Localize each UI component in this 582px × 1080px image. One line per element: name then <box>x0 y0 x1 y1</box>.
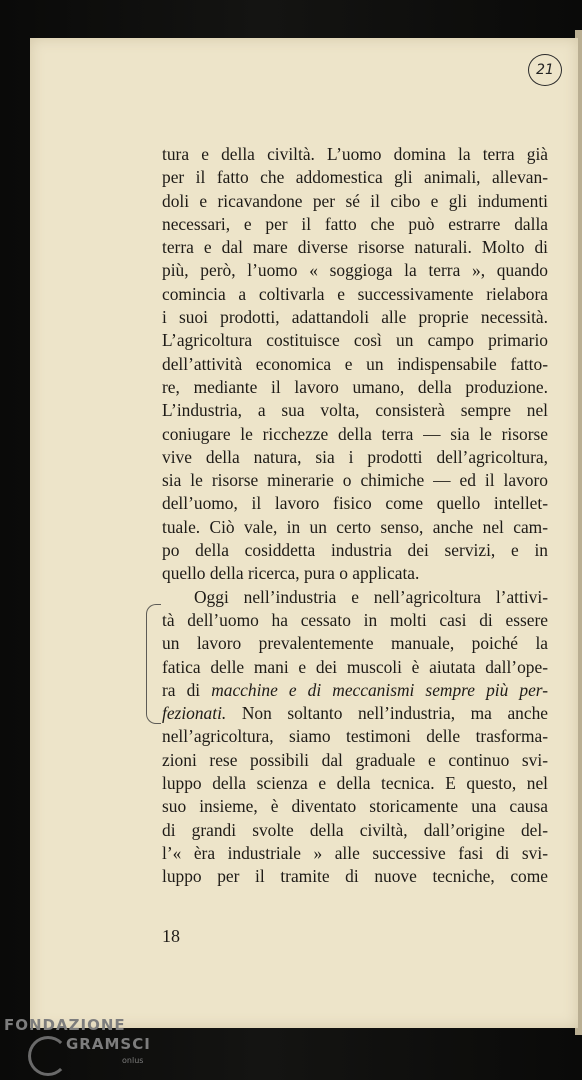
text-line-24-italic: macchine e di meccanismi sempre più per- <box>211 679 549 700</box>
text-line-10: dell’attività economica e un indispensabile fatto- <box>162 353 548 374</box>
text-line-25-italic: fezionati. <box>162 703 227 724</box>
text-line-24-start: ra di <box>162 679 212 700</box>
pencil-margin-bracket <box>146 604 161 724</box>
text-line-27: zioni rese possibili dal graduale e continuo svi- <box>162 749 548 770</box>
text-line-28: luppo della scienza e della tecnica. E questo, nel <box>162 773 548 794</box>
text-line-18: po della cosiddetta industria dei servizi, e in <box>162 540 548 561</box>
text-line-13: coniugare le ricchezze della terra — sia le risorse <box>162 423 548 444</box>
text-line-23: fatica delle mani e dei muscoli è aiutata dall’ope- <box>162 656 548 677</box>
handwritten-folio-number: 21 <box>528 54 562 86</box>
text-line-14: vive della natura, sia i prodotti dell’agricoltura, <box>162 446 548 467</box>
text-line-22: un lavoro prevalentemente manuale, poiché la <box>162 633 548 654</box>
text-line-4: necessari, e per il fatto che può estrarre dalla <box>162 213 548 234</box>
text-line-25 <box>162 702 548 725</box>
watermark-line1: FONDAZIONE <box>4 1016 126 1034</box>
text-line-9: L’agricoltura costituisce così un campo primario <box>162 330 548 351</box>
text-line-30: di grandi svolte della civiltà, dall’origine del- <box>162 819 548 840</box>
text-line-16: dell’uomo, il lavoro fisico come quello intellet- <box>162 493 548 514</box>
text-line-29: suo insieme, è diventato storicamente una causa <box>162 796 548 817</box>
watermark-line3: onlus <box>122 1056 144 1065</box>
text-line-6: più, però, l’uomo « soggioga la terra », quando <box>162 260 548 281</box>
watermark-line2: GRAMSCI <box>66 1035 151 1053</box>
text-line-19: quello della ricerca, pura o applicata. <box>162 563 420 584</box>
text-line-2: per il fatto che addomestica gli animali, allevan- <box>162 167 548 188</box>
text-line-20: Oggi nell’industria e nell’agricoltura l’attivi- <box>194 586 548 607</box>
watermark-swirl-icon <box>28 1036 68 1076</box>
text-line-8: i suoi prodotti, adattandoli alle proprie necessità. <box>162 307 548 328</box>
text-line-5: terra e dal mare diverse risorse naturali. Molto di <box>162 237 548 258</box>
text-line-26: nell’agricoltura, siamo testimoni delle trasforma- <box>162 726 548 747</box>
body-text <box>162 143 548 889</box>
text-line-1: tura e della civiltà. L’uomo domina la terra già <box>162 144 548 164</box>
page-number: 18 <box>162 926 180 946</box>
text-line-12: L’industria, a sua volta, consisterà sempre nel <box>162 400 548 421</box>
text-line-24 <box>162 679 548 702</box>
text-line-7: comincia a coltivarla e successivamente rielabora <box>162 283 548 304</box>
text-line-31: l’« èra industriale » alle successive fasi di svi- <box>162 842 548 863</box>
text-line-25-rest: Non soltanto nell’industria, ma anche <box>226 703 548 724</box>
text-line-15: sia le risorse minerarie o chimiche — ed il lavoro <box>162 470 548 491</box>
text-line-21: tà dell’uomo ha cessato in molti casi di essere <box>162 609 548 630</box>
watermark-logo <box>4 1016 154 1076</box>
text-line-32: luppo per il tramite di nuove tecniche, come <box>162 866 548 887</box>
text-line-11: re, mediante il lavoro umano, della produzione. <box>162 376 548 397</box>
text-line-17: tuale. Ciò vale, in un certo senso, anche nel cam- <box>162 516 548 537</box>
text-line-3: doli e ricavandone per sé il cibo e gli indumenti <box>162 190 548 211</box>
